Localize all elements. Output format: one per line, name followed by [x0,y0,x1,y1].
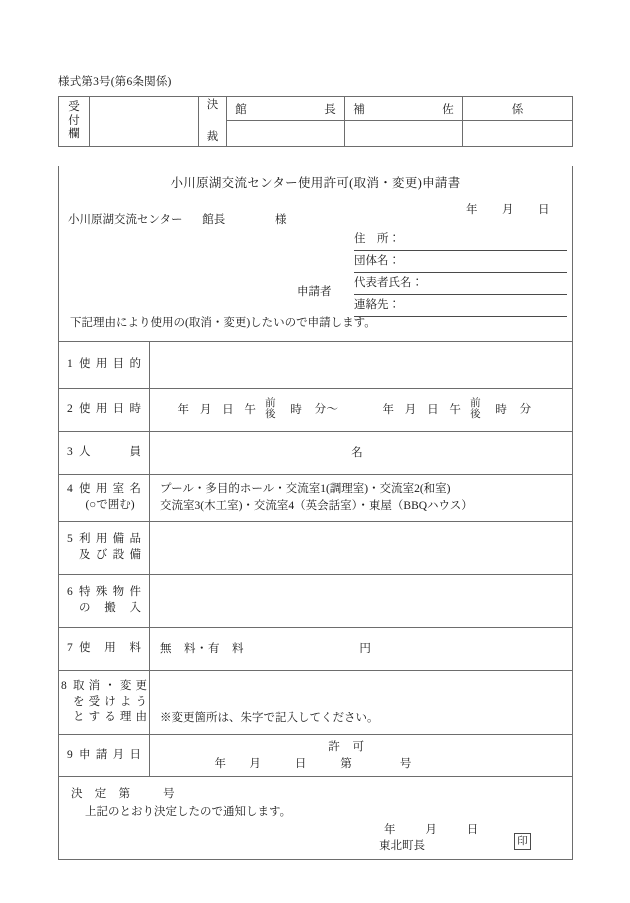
applicant-field-list [354,229,567,317]
ampm-selector-end[interactable]: 前 後 [470,398,481,420]
fee-amount-unit: 円 [359,642,372,655]
table-row [59,342,572,389]
decision-signer: 東北町長 [379,840,425,853]
addressee-line [68,211,287,227]
row-value-application-date[interactable]: 年 月 日 許 可 第 号 [150,735,573,777]
applicant-address-label: 住 所： [354,233,400,245]
row-label-purpose: 1 使用目的 [59,342,150,389]
row-label-equipment: 5 利用備品 及び設備 [59,522,150,575]
room-options-line-1[interactable]: プール・多目的ホール・交流室1(調理室)・交流室2(和室) [160,483,451,496]
main-form-frame [58,166,573,860]
row-label-special-items: 6 特殊物件 の 搬 入 [59,575,150,628]
form-header-zone [59,166,572,341]
approval-header-director: 館長 [227,97,345,121]
row-label-application-date: 9 申請月日 [59,735,150,777]
submission-date-placeholder[interactable]: 年 月 日 [466,204,550,216]
applicant-group-name-label: 団体名： [354,255,400,267]
approval-sign-section[interactable] [463,121,573,147]
table-row [59,432,572,475]
row-label-change-reason: 8 取消・変更 を受けよう とする理由 [59,671,150,735]
ampm-selector-start[interactable]: 前 後 [265,398,277,420]
applicant-representative-label: 代表者氏名： [354,277,423,289]
row-value-equipment[interactable] [150,522,573,575]
form-number: 様式第3号(第6条関係) [58,76,172,88]
row-label-people: 3 人 員 [59,432,150,475]
reception-column-label: 受 付 欄 [59,97,90,147]
row-label-rooms: 4 使用室名 (○で囲む) [59,475,150,522]
applicant-representative-field[interactable] [354,273,567,295]
decision-notice-text: 上記のとおり決定したので通知します。 [85,806,292,819]
decision-number-label: 決 定 第 [71,788,131,801]
seal-box-icon[interactable]: 印 [514,833,531,850]
decision-date-placeholder[interactable]: 年 月 日 [384,824,479,837]
row-value-datetime[interactable]: 年 月 日 午 前 後 時 分～ 年 月 日 午 前 後 時 分 [150,389,573,432]
table-row [59,735,572,777]
reception-stamp-area[interactable] [90,97,199,147]
approval-sign-assistant[interactable] [345,121,463,147]
form-items-table [59,341,572,776]
row-label-fee: 7 使用料 [59,628,150,671]
addressee-role: 館長 [202,214,226,226]
table-row [59,671,572,735]
approval-sign-director[interactable] [227,121,345,147]
row-value-special-items[interactable] [150,575,573,628]
decision-number-line[interactable] [71,785,175,801]
lead-sentence: 下記理由により使用の(取消・変更)したいので申請します。 [70,317,376,329]
row-value-rooms[interactable] [150,475,573,522]
table-row [59,628,572,671]
applicant-contact-label: 連絡先： [354,299,400,311]
approval-column-label: 決 裁 [199,97,227,147]
decision-section [59,776,572,859]
table-row [59,575,572,628]
addressee-organization: 小川原湖交流センター [68,214,183,226]
applicant-group-name-field[interactable] [354,251,567,273]
row-value-purpose[interactable] [150,342,573,389]
room-options-line-2[interactable]: 交流室3(木工室)・交流室4（英会話室）・東屋（BBQハウス） [160,500,473,512]
fee-type-options[interactable]: 無 料・有 料 [160,642,244,655]
addressee-honorific: 様 [275,214,287,226]
applicant-address-field[interactable] [354,229,567,251]
row-value-change-reason[interactable]: ※変更箇所は、朱字で記入してください。 [150,671,573,735]
approval-header-assistant: 補佐 [345,97,463,121]
row-label-datetime: 2 使用日時 [59,389,150,432]
applicant-contact-field[interactable] [354,295,567,317]
table-row [59,389,572,432]
decision-number-unit: 号 [163,788,175,801]
row-value-fee[interactable] [150,628,573,671]
document-title: 小川原湖交流センター使用許可(取消・変更)申請書 [170,176,461,190]
applicant-label: 申請者 [297,286,332,298]
table-row [59,475,572,522]
table-row [59,522,572,575]
approval-table [58,96,573,147]
row-value-people[interactable]: 名 [150,432,573,475]
approval-header-section: 係 [463,97,573,121]
